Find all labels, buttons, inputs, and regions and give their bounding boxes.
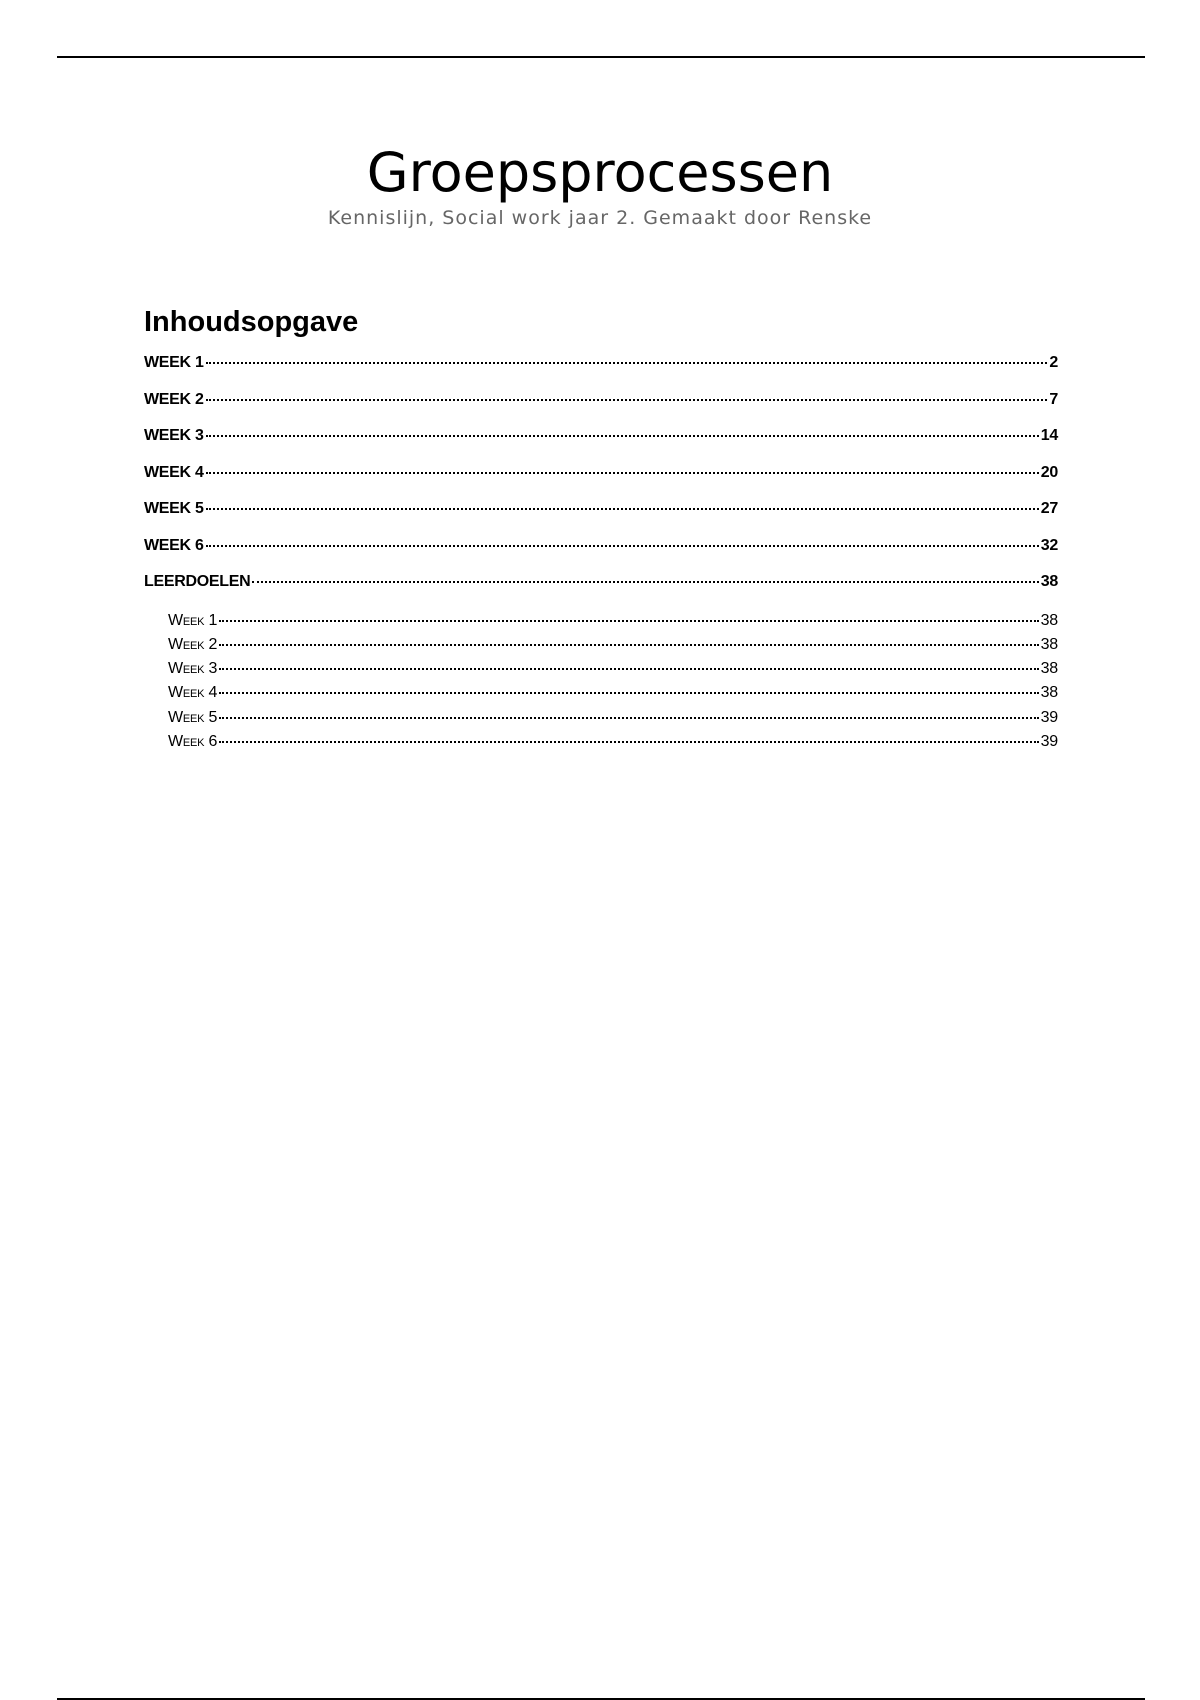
toc-dot-leader: [219, 644, 1038, 646]
document-title: Groepsprocessen: [366, 141, 834, 204]
title-block: [0, 140, 1200, 230]
toc-entry-page: 2: [1049, 354, 1058, 371]
toc-subentry-label: Week 2: [168, 635, 218, 653]
toc-dot-leader: [219, 741, 1038, 743]
toc-subentry-week-2[interactable]: [144, 636, 1058, 660]
toc-entry-label: WEEK 6: [144, 536, 204, 554]
document-subtitle: Kennislijn, Social work jaar 2. Gemaakt door Renske: [327, 207, 873, 229]
toc-entry-week-6[interactable]: [144, 537, 1058, 574]
toc-subentry-label: Week 6: [168, 732, 218, 750]
toc-subentry-week-4[interactable]: [144, 684, 1058, 708]
toc-dot-leader: [206, 362, 1048, 364]
toc-entry-page: 20: [1040, 463, 1058, 481]
toc-dot-leader: [206, 472, 1039, 474]
table-of-contents: [144, 304, 1058, 757]
toc-subentry-page: 39: [1040, 732, 1058, 750]
toc-dot-leader: [206, 545, 1039, 547]
toc-subentry-week-5[interactable]: [144, 709, 1058, 733]
toc-dot-leader: [206, 508, 1039, 510]
toc-subentry-label: Week 1: [168, 611, 218, 629]
toc-entry-week-1[interactable]: [144, 354, 1058, 391]
toc-subentry-label: Week 5: [168, 708, 218, 726]
toc-entry-label: WEEK 3: [144, 427, 204, 444]
toc-entry-leerdoelen[interactable]: [144, 573, 1058, 610]
toc-subentry-week-3[interactable]: [144, 660, 1058, 684]
toc-dot-leader: [219, 668, 1038, 670]
toc-entry-week-4[interactable]: [144, 464, 1058, 501]
toc-entry-page: 32: [1040, 536, 1058, 554]
toc-subentry-page: 38: [1040, 635, 1058, 653]
toc-entry-week-2[interactable]: [144, 391, 1058, 428]
toc-dot-leader: [206, 435, 1039, 437]
toc-entry-week-5[interactable]: [144, 500, 1058, 537]
toc-entry-label: WEEK 5: [144, 500, 204, 517]
toc-entry-page: 27: [1040, 500, 1058, 517]
toc-entry-page: 38: [1040, 573, 1058, 590]
toc-dot-leader: [219, 620, 1038, 622]
toc-subentry-week-1[interactable]: [144, 612, 1058, 636]
toc-entry-label: WEEK 2: [144, 390, 204, 408]
toc-subentry-page: 38: [1040, 660, 1058, 678]
toc-entry-label: LEERDOELEN: [144, 573, 251, 590]
toc-subentry-page: 39: [1040, 708, 1058, 726]
header-rule: [57, 56, 1145, 58]
toc-entry-label: WEEK 4: [144, 463, 204, 481]
toc-subentry-page: 38: [1040, 684, 1058, 702]
toc-heading: Inhoudsopgave: [144, 306, 359, 338]
toc-dot-leader: [219, 692, 1038, 694]
toc-subentry-page: 38: [1040, 611, 1058, 629]
toc-dot-leader: [219, 717, 1038, 719]
toc-dot-leader: [206, 399, 1048, 401]
toc-subentry-label: Week 4: [168, 684, 218, 702]
toc-dot-leader: [252, 581, 1038, 583]
toc-entry-week-3[interactable]: [144, 427, 1058, 464]
toc-entry-page: 7: [1049, 390, 1058, 408]
toc-subentry-label: Week 3: [168, 660, 218, 678]
toc-subentry-week-6[interactable]: [144, 733, 1058, 757]
toc-entry-label: WEEK 1: [144, 354, 204, 371]
toc-entry-page: 14: [1040, 427, 1058, 444]
